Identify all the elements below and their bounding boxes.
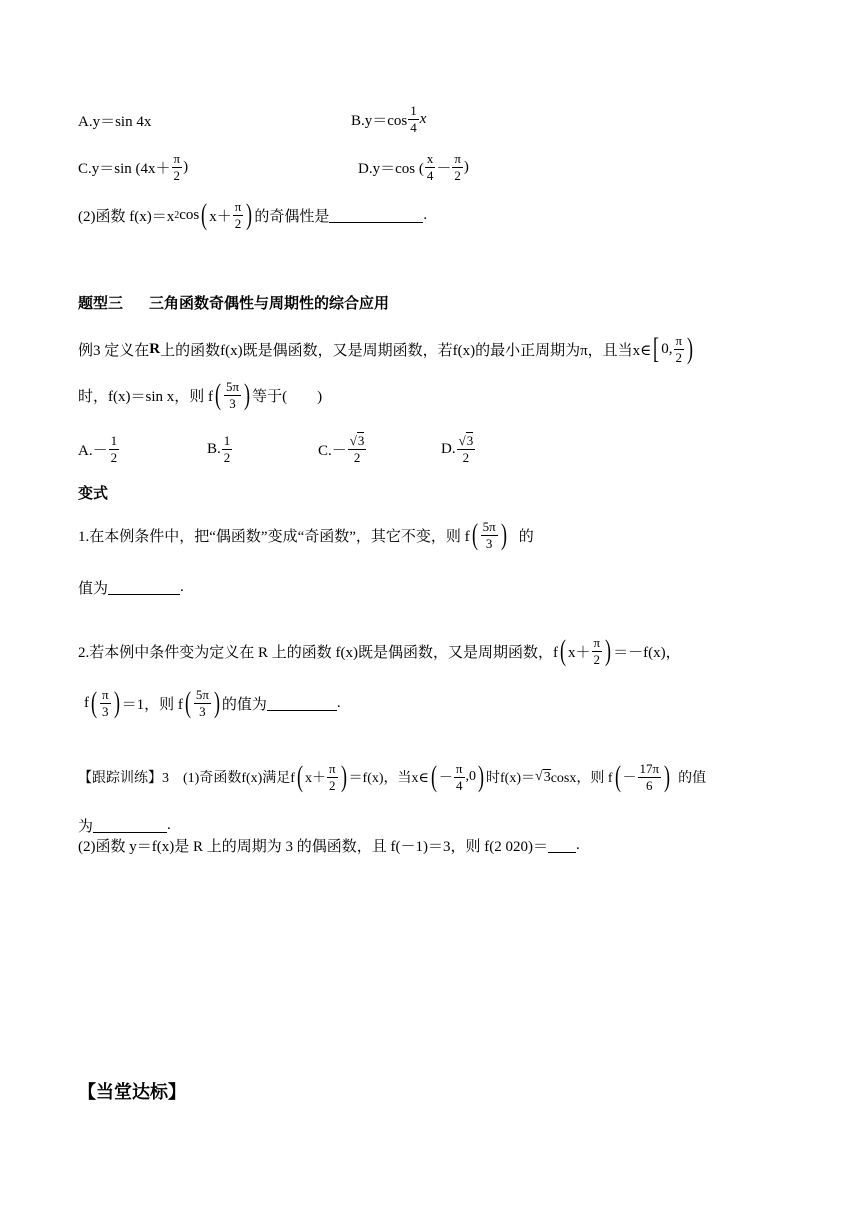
frac-den: 2 <box>110 449 118 465</box>
right-paren: ) <box>605 634 612 668</box>
option-a <box>78 110 151 131</box>
v2-suffix: ＝－f(x)， <box>613 644 681 661</box>
answer-blank[interactable] <box>93 818 167 833</box>
frac-den: 3 <box>485 535 493 551</box>
opt-b-fraction <box>222 434 233 464</box>
t1-suffix: 的值 <box>678 771 707 787</box>
sqrt-value: 3 <box>357 433 365 448</box>
frac-num: 1 <box>110 433 118 448</box>
option-d-prefix: D.y＝cos ( <box>358 160 424 177</box>
frac-num: 5π <box>226 379 240 394</box>
t1-sqrt: 3 <box>543 769 551 785</box>
right-paren: ) <box>340 760 347 794</box>
option-c <box>78 152 188 182</box>
answer-blank[interactable] <box>548 838 576 853</box>
variant-2 <box>78 636 681 666</box>
v1-fraction <box>481 520 498 550</box>
training-1 <box>78 762 706 792</box>
v2-fraction <box>592 636 603 666</box>
t1-interval-fraction <box>454 762 465 792</box>
t1-neg: － <box>438 771 453 787</box>
v1-line2: 值为 <box>78 581 109 597</box>
option-b-suffix: x <box>419 110 427 127</box>
frac-num: 5π <box>195 687 209 702</box>
example3-line1 <box>78 334 695 364</box>
question-2 <box>78 200 427 230</box>
frac-num <box>457 434 476 450</box>
variant-heading <box>78 482 108 503</box>
frac-num: 1 <box>410 103 417 118</box>
option-c-fraction <box>172 152 183 182</box>
example3-option-b <box>207 434 233 464</box>
frac-den: 2 <box>223 449 231 465</box>
answer-blank[interactable] <box>108 580 180 595</box>
frac-den: 6 <box>646 777 653 793</box>
frac-den: 2 <box>173 167 181 183</box>
option-c-prefix: C.y＝sin (4x＋ <box>78 160 171 177</box>
line2-suffix: 等于( ) <box>252 388 323 405</box>
frac-num: π <box>102 687 109 702</box>
opt-b-prefix: B. <box>207 440 221 457</box>
option-d <box>358 152 469 182</box>
v2-f: f <box>84 694 89 711</box>
t1-fraction <box>327 762 338 792</box>
option-d-fraction-1 <box>425 152 436 182</box>
v2-line2-fraction-2 <box>194 688 211 718</box>
frac-num: π <box>328 761 336 776</box>
frac-den: 3 <box>229 395 236 411</box>
option-b-prefix: B.y＝cos <box>351 112 408 129</box>
t1-neg2: － <box>622 771 637 787</box>
variant-1-line2 <box>78 577 184 598</box>
interval-fraction <box>674 334 685 364</box>
sqrt-icon: √ <box>349 433 357 448</box>
q2-sup: 2 <box>174 209 180 221</box>
example-text: 上的函数f(x)既是偶函数，又是周期函数，若f(x)的最小正周期为π，且当x∈ <box>160 342 652 359</box>
opt-c-prefix: C.－ <box>318 442 347 459</box>
t1-end: . <box>167 817 171 833</box>
q2-suffix: 的奇偶性是 <box>254 208 330 225</box>
opt-d-fraction <box>457 434 476 464</box>
footer-heading <box>78 1078 186 1104</box>
q2-fraction <box>233 200 244 230</box>
answer-blank[interactable] <box>329 208 423 223</box>
footer-heading-text: 【当堂达标】 <box>78 1082 186 1103</box>
t1-mid: ＝f(x)，当x∈ <box>348 771 429 787</box>
frac-num: π <box>593 635 601 650</box>
training-label: 【跟踪训练】3 <box>78 771 169 787</box>
v2-inner: x＋ <box>568 644 591 661</box>
frac-num: π <box>675 333 683 348</box>
left-paren: ( <box>296 760 303 794</box>
line2-prefix: 时，f(x)＝sin x，则 f <box>78 388 213 405</box>
sqrt-icon: √ <box>458 433 466 448</box>
option-b-fraction <box>408 104 419 134</box>
example3-option-a <box>78 434 120 464</box>
right-paren: ) <box>244 378 251 412</box>
v1-suffix: 的 <box>518 528 534 545</box>
training-2 <box>78 835 580 856</box>
example-label: 例3 定义在 <box>78 342 150 359</box>
frac-den: 2 <box>353 449 361 465</box>
frac-den: 4 <box>410 119 417 135</box>
q2-inner: x＋ <box>209 208 232 225</box>
t1-inner: x＋ <box>304 771 326 787</box>
right-paren: ) <box>664 760 671 794</box>
frac-den: 3 <box>199 703 206 719</box>
example3-option-d <box>441 434 476 464</box>
variant-2-line2 <box>84 688 341 718</box>
frac-den: 2 <box>462 449 470 465</box>
frac-den: 4 <box>426 167 434 183</box>
q2-prefix: (2)函数 f(x)＝x <box>78 208 175 225</box>
frac-den: 3 <box>102 703 109 719</box>
variant-1 <box>78 520 534 550</box>
v2-suffix: 的值为 <box>221 696 267 713</box>
interval-start: 0, <box>661 340 673 357</box>
example3-line2 <box>78 380 322 410</box>
frac-den: 2 <box>454 167 461 183</box>
option-a-text: A.y＝sin 4x <box>78 114 152 130</box>
left-paren: ( <box>215 378 221 412</box>
opt-a-prefix: A.－ <box>78 442 108 459</box>
option-d-suffix: ) <box>463 158 469 175</box>
t1-cos: cosx，则 f <box>550 771 613 787</box>
frac-den: 2 <box>593 651 601 667</box>
t1-when: 时f(x)＝ <box>486 771 535 787</box>
left-paren: ( <box>471 518 478 552</box>
v1-end: . <box>180 579 184 595</box>
frac-num: π <box>173 151 181 166</box>
variant-heading-text: 变式 <box>78 484 109 502</box>
right-paren: ) <box>478 760 484 794</box>
v2-mid: ＝1，则 f <box>121 696 183 713</box>
v2-text: 2.若本例中条件变为定义在 R 上的函数 f(x)既是偶函数，又是周期函数，f <box>78 644 558 661</box>
frac-num: π <box>234 199 242 214</box>
option-d-fraction-2 <box>452 152 463 182</box>
opt-d-prefix: D. <box>441 440 456 457</box>
example3-option-c <box>318 434 367 464</box>
left-bracket: [ <box>653 332 660 366</box>
option-c-suffix: ) <box>183 158 189 175</box>
t1-int-end: ,0 <box>465 769 476 785</box>
t2-end: . <box>575 837 580 853</box>
set-R: R <box>149 340 161 357</box>
section-title: 三角函数奇偶性与周期性的综合应用 <box>149 294 390 312</box>
t1-prefix: (1)奇函数f(x)满足f <box>183 771 295 787</box>
left-paren: ( <box>91 686 97 720</box>
frac-num: π <box>454 151 461 166</box>
frac-den: 2 <box>329 777 336 793</box>
v1-text: 1.在本例条件中，把“偶函数”变成“奇函数”，其它不变，则 f <box>78 528 470 545</box>
frac-den: 2 <box>675 349 683 365</box>
frac-num: 17π <box>639 761 660 776</box>
t1-line2: 为 <box>78 819 94 835</box>
right-paren: ) <box>246 198 253 232</box>
sqrt-value: 3 <box>466 433 474 448</box>
section-label: 题型三 <box>78 294 124 312</box>
frac-num: π <box>455 761 463 776</box>
line2-fraction <box>224 380 241 410</box>
frac-den: 4 <box>455 777 463 793</box>
option-b <box>351 104 426 134</box>
answer-blank[interactable] <box>267 696 337 711</box>
right-paren: ) <box>113 686 120 720</box>
left-paren: ( <box>560 634 566 668</box>
t1-fraction-2 <box>638 762 662 792</box>
left-paren: ( <box>184 686 191 720</box>
right-paren: ) <box>500 518 507 552</box>
left-paren: ( <box>201 198 208 232</box>
frac-num: 1 <box>223 433 231 448</box>
right-paren: ) <box>687 332 694 366</box>
option-d-mid: － <box>436 160 452 177</box>
frac-num <box>348 434 367 450</box>
training-1-line2 <box>78 815 171 836</box>
q2-cos: cos <box>179 206 200 223</box>
left-paren: ( <box>430 760 437 794</box>
opt-a-fraction <box>109 434 120 464</box>
frac-num: 5π <box>482 519 496 534</box>
v2-end: . <box>336 694 341 711</box>
left-paren: ( <box>614 760 621 794</box>
v2-line2-fraction <box>100 688 111 718</box>
t2-text: (2)函数 y＝f(x)是 R 上的周期为 3 的偶函数，且 f(－1)＝3，则 f(2 020)＝ <box>78 839 548 855</box>
right-paren: ) <box>213 686 220 720</box>
section-heading <box>78 292 389 313</box>
frac-den: 2 <box>234 215 242 231</box>
sqrt-icon: √ <box>535 769 543 785</box>
q2-end: . <box>423 206 428 223</box>
opt-c-fraction <box>348 434 367 464</box>
frac-num: x <box>426 151 434 166</box>
